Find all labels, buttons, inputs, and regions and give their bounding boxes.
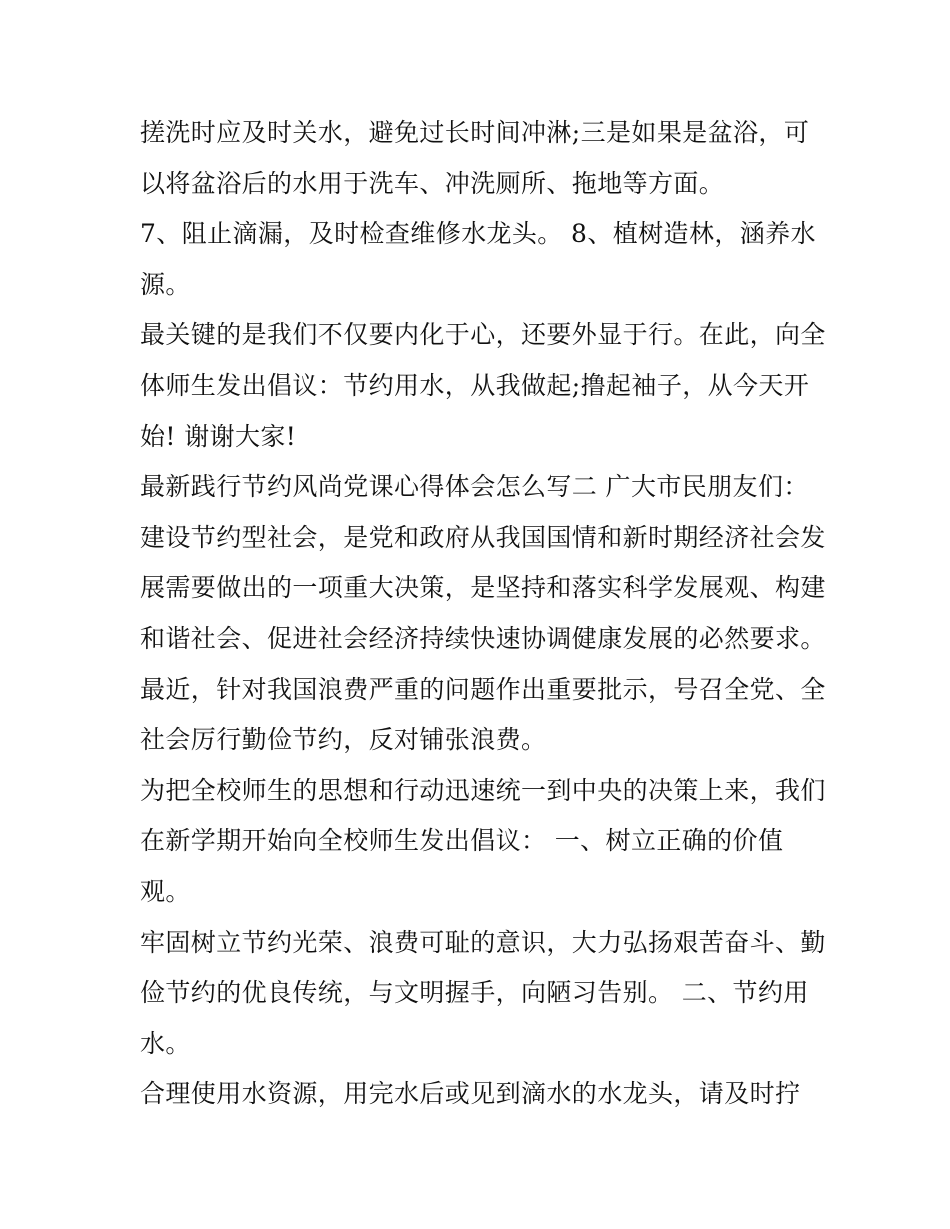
text-line: 7、阻止滴漏，及时检查维修水龙头。 8、植树造林，涵养水 [140,219,816,249]
document-body [140,108,830,1120]
text-line: 以将盆浴后的水用于洗车、冲洗厕所、拖地等方面。 [140,168,725,198]
text-line: 观。 [140,876,191,906]
text-line: 水。 [140,1028,191,1058]
text-line: 源。 [140,269,191,299]
text-line: 合理使用水资源，用完水后或见到滴水的水龙头，请及时拧 [140,1079,801,1109]
text-line: 搓洗时应及时关水，避免过长时间冲淋;三是如果是盆浴，可 [140,118,810,147]
text-line: 俭节约的优良传统，与文明握手，向陋习告别。 二、节约用 [140,978,809,1008]
text-line: 社会厉行勤俭节约，反对铺张浪费。 [140,725,547,755]
text-line: 展需要做出的一项重大决策，是坚持和落实科学发展观、构建 [140,573,826,603]
text-line: 最近，针对我国浪费严重的问题作出重要批示，号召全党、全 [140,674,826,704]
text-line: 体师生发出倡议：节约用水，从我做起;撸起袖子，从今天开 [140,370,810,400]
text-line: 为把全校师生的思想和行动迅速统一到中央的决策上来，我们 [140,775,826,805]
text-line: 最关键的是我们不仅要内化于心，还要外显于行。在此，向全 [140,320,826,350]
text-line: 建设节约型社会，是党和政府从我国国情和新时期经济社会发 [140,522,826,552]
text-line: 和谐社会、促进社会经济持续快速协调健康发展的必然要求。 [140,623,826,653]
section-heading-line: 最新践行节约风尚党课心得体会怎么写二 广大市民朋友们： [140,472,809,502]
text-line: 牢固树立节约光荣、浪费可耻的意识，大力弘扬艰苦奋斗、勤 [140,927,826,957]
text-line: 始! 谢谢大家! [140,421,297,451]
text-line: 在新学期开始向全校师生发出倡议： 一、树立正确的价值 [140,826,784,856]
